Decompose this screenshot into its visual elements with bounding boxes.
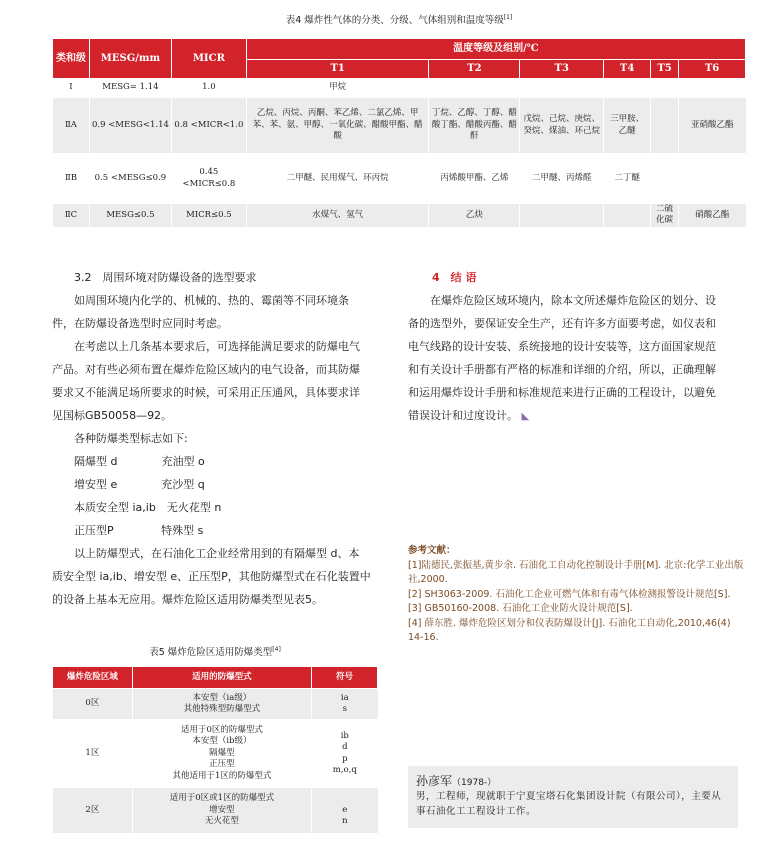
th-t4: T4 [604,60,651,79]
paragraph-line: 错误设计和过度设计。 [408,409,518,422]
paragraph-line: 本质安全型 ia,ib 无火花型 n [74,501,222,514]
cell: 硝酸乙酯 [679,204,746,228]
cell: 1区 [53,720,133,788]
cell [651,98,679,154]
reference-item: [3] GB50160-2008. 石油化工企业防火设计规范[S]. [408,603,633,614]
paragraph-line: 和有关设计手册都有严格的标准和详细的介绍，所以，正确理解 [408,363,716,376]
cell: 1.0 [171,79,246,98]
table-row [53,788,378,834]
th-t5: T5 [651,60,679,79]
table-row [53,689,378,720]
cell: ⅡA [53,98,90,154]
cell: I [53,79,90,98]
paragraph-line: 和运用爆炸设计手册和标准规范来进行正确的工程设计，以避免 [408,386,716,399]
cell: 丙烯酸甲酯、乙烯 [429,154,520,204]
cell: 亚硝酸乙酯 [679,98,746,154]
table-row [53,720,378,788]
table-row [53,98,746,154]
th-class: 类和级 [53,39,90,79]
cell: 戊烷、己烷、庚烷、癸烷、煤油、环己烷 [520,98,604,154]
paragraph-line: 以上防爆型式，在石油化工企业经常用到的有隔爆型 d、本 [74,547,360,560]
references-title: 参考文献： [408,545,456,556]
table-row [53,204,746,228]
th-micr: MICR [171,39,246,79]
table4-ref: [1] [503,13,513,21]
cell: e n [312,788,378,834]
paragraph-line: 见国标GB50058—92。 [52,409,173,422]
cell: 0.8 <MICR<1.0 [171,98,246,154]
reference-item: [1]陆德民,张振基,黄步余. 石油化工自动化控制设计手册[M]. 北京:化学工业出版社,2000. [408,559,744,585]
paragraph-line: 如周围环境内化学的、机械的、热的、霉菌等不同环境条 [74,294,349,307]
paragraph-line: 在爆炸危险区域环境内，除本文所述爆炸危险区的划分、设 [430,294,716,307]
paragraph-line: 在考虑以上几条基本要求后，可选择能满足要求的防爆电气 [74,340,360,353]
cell: ib d p m,o,q [312,720,378,788]
paragraph-line: 件，在防爆设备选型时应同时考虑。 [52,317,228,330]
cell: 二硫化碳 [651,204,679,228]
table4-caption [52,12,746,26]
section-heading-conclusion: 4 结 语 [432,271,477,284]
cell: 适用于0区或1区的防爆型式 增安型 无火花型 [132,788,311,834]
cell: 二甲醚、民用煤气、环丙烷 [246,154,429,204]
author-bio: 男，工程师，现就职于宁夏宝塔石化集团设计院（有限公司），主要从事石油化工工程设计工作。 [416,791,722,817]
reference-item: [4] 薛东胜. 爆炸危险区划分和仪表防爆设计[J]. 石油化工自动化,2010,46(4) 14-16. [408,617,731,643]
table4-title: 表4 爆炸性气体的分类、分级、气体组别和温度等级 [285,15,504,26]
th-zone: 爆炸危险区域 [53,667,133,689]
end-mark-icon: ◣ [521,411,530,422]
table4 [52,38,746,228]
cell [679,154,746,204]
th-t1: T1 [246,60,429,79]
th-mesg: MESG/mm [89,39,171,79]
th-symbol: 符号 [312,667,378,689]
cell: 丁烷、乙醇、丁醇、醋酸丁酯、醋酸丙酯、醋酐 [429,98,520,154]
references [408,544,748,646]
cell: ⅡC [53,204,90,228]
cell [520,204,604,228]
paragraph-line: 质安全型 ia,ib、增安型 e、正压型P，其他防爆型式在石化装置中 [52,570,371,583]
cell: MICR≤0.5 [171,204,246,228]
cell: ⅡB [53,154,90,204]
author-years: （1978-） [452,778,497,788]
cell: 甲烷 [246,79,429,98]
table5-ref: [4] [272,645,281,653]
cell: 2区 [53,788,133,834]
paragraph-line: 产品。对有些必须布置在爆炸危险区域内的电气设备，而其防爆 [52,363,360,376]
cell [651,154,679,204]
cell: 适用于0区的防爆型式 本安型（ib级） 隔爆型 正压型 其他适用于1区的防爆型式 [132,720,311,788]
cell: 三甲胺、乙醚 [604,98,651,154]
cell: 乙炔 [429,204,520,228]
table-row [53,79,746,98]
paragraph-line: 要求又不能满足场所要求的时候，可采用正压通风，具体要求详 [52,386,360,399]
paragraph-line: 增安型 e 充沙型 q [74,478,205,491]
paragraph-line: 的设备上基本无应用。爆炸危险区适用防爆类型见表5。 [52,593,323,606]
right-column [408,266,748,427]
paragraph-line: 隔爆型 d 充油型 o [74,455,205,468]
section-heading: 3.2 周围环境对防爆设备的选型要求 [74,271,257,284]
cell: 0区 [53,689,133,720]
th-t2: T2 [429,60,520,79]
cell: 0.9 <MESG<1.14 [89,98,171,154]
cell: MESG= 1.14 [89,79,171,98]
cell: 水煤气、氢气 [246,204,429,228]
table-row [53,154,746,204]
cell: 0.45 <MICR≤0.8 [171,154,246,204]
cell: MESG≤0.5 [89,204,171,228]
th-t6: T6 [679,60,746,79]
table5-title: 表5 爆炸危险区适用防爆类型 [149,647,273,658]
left-column [52,266,392,611]
paragraph-line: 备的选型外，要保证安全生产，还有许多方面要考虑，如仪表和 [408,317,716,330]
cell: ia s [312,689,378,720]
cell: 二甲醚、丙烯醛 [520,154,604,204]
th-t3: T3 [520,60,604,79]
cell [604,204,651,228]
table5 [52,666,378,834]
author-name: 孙彦军 [416,774,453,788]
author-box [408,766,738,828]
cell: 0.5 <MESG≤0.9 [89,154,171,204]
cell: 二丁醚 [604,154,651,204]
th-temp: 温度等级及组别/℃ [246,39,745,60]
paragraph-line: 电气线路的设计安装、系统接地的设计安装等，这方面国家规范 [408,340,716,353]
cell: 乙烷、丙烷、丙酮、苯乙烯、二氯乙烯、甲苯、苯、氨、甲醇、一氧化碳、醋酸甲酯、醋酸 [246,98,429,154]
table5-caption [52,644,378,658]
reference-item: [2] SH3063-2009. 石油化工企业可燃气体和有毒气体检测报警设计规范[S]. [408,588,731,600]
cell: 本安型（ia级） 其他特殊型防爆型式 [132,689,311,720]
paragraph-line: 各种防爆类型标志如下: [74,432,188,445]
paragraph-line: 正压型P 特殊型 s [74,524,204,537]
th-types: 适用的防爆型式 [132,667,311,689]
